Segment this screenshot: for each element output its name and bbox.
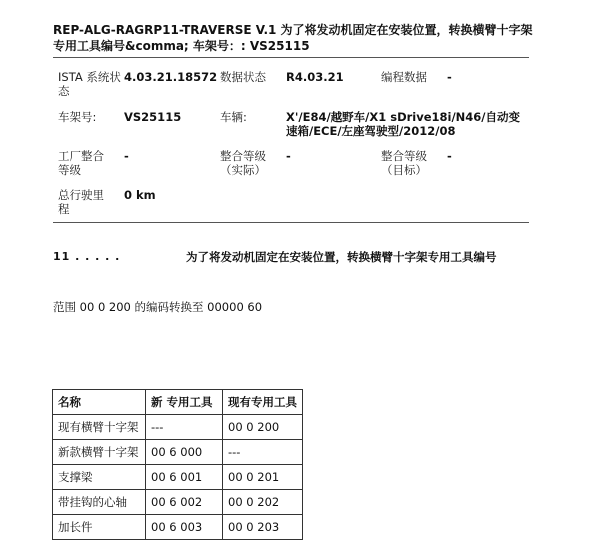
document-title — [53, 22, 573, 54]
range-text: 范围 00 0 200 的编码转换至 00000 60 — [53, 300, 263, 314]
cell-new-tool: --- — [146, 415, 223, 440]
table-row — [53, 415, 303, 440]
vin-value: VS25115 — [124, 110, 182, 124]
mileage-label: 总行驶里程 — [58, 188, 104, 216]
cell-name: 加长件 — [53, 515, 146, 540]
vehicle-label: 车辆: — [220, 110, 247, 124]
title-line-2: 专用工具编号&comma; 车架号：: VS25115 — [53, 39, 310, 53]
vehicle-value: X'/E84/越野车/X1 sDrive18i/N46/自动变速箱/ECE/左座驾驶型/2012/08 — [286, 110, 520, 138]
title-line-1: REP-ALG-RAGRP11-TRAVERSE V.1 为了将发动机固定在安装位置，转换横臂十字架 — [53, 23, 533, 37]
table-row — [53, 515, 303, 540]
table-row — [53, 440, 303, 465]
actual-integration-value: - — [286, 149, 291, 163]
bottom-divider — [53, 222, 529, 223]
cell-existing-tool: 00 0 200 — [223, 415, 303, 440]
vin-label: 车架号: — [58, 110, 97, 124]
table-row — [53, 490, 303, 515]
target-integration-label: 整合等级（目标） — [381, 149, 427, 177]
cell-name: 现有横臂十字架 — [53, 415, 146, 440]
cell-existing-tool: 00 0 201 — [223, 465, 303, 490]
ista-value: 4.03.21.18572 — [124, 70, 218, 84]
table-row — [53, 465, 303, 490]
section-number: 11 . . . . . — [53, 250, 121, 263]
target-integration-value: - — [447, 149, 452, 163]
factory-integration-value: - — [124, 149, 129, 163]
cell-name: 支撑梁 — [53, 465, 146, 490]
program-data-value: - — [447, 70, 452, 84]
data-status-value: R4.03.21 — [286, 70, 344, 84]
cell-new-tool: 00 6 003 — [146, 515, 223, 540]
cell-existing-tool: 00 0 202 — [223, 490, 303, 515]
cell-existing-tool: --- — [223, 440, 303, 465]
top-divider — [53, 57, 529, 58]
cell-existing-tool: 00 0 203 — [223, 515, 303, 540]
program-data-label: 编程数据 — [381, 70, 427, 84]
cell-new-tool: 00 6 000 — [146, 440, 223, 465]
tool-table — [52, 389, 303, 540]
table-header-row — [53, 390, 303, 415]
header-name: 名称 — [53, 390, 146, 415]
actual-integration-label: 整合等级（实际） — [220, 149, 266, 177]
header-existing-tool: 现有专用工具 — [223, 390, 303, 415]
cell-new-tool: 00 6 002 — [146, 490, 223, 515]
section-title: 为了将发动机固定在安装位置，转换横臂十字架专用工具编号 — [186, 250, 497, 264]
ista-label: ISTA 系统状态 — [58, 70, 121, 98]
header-new-tool: 新 专用工具 — [146, 390, 223, 415]
cell-new-tool: 00 6 001 — [146, 465, 223, 490]
cell-name: 带挂钩的心轴 — [53, 490, 146, 515]
data-status-label: 数据状态 — [220, 70, 266, 84]
factory-integration-label: 工厂整合等级 — [58, 149, 104, 177]
mileage-value: 0 km — [124, 188, 156, 202]
cell-name: 新款横臂十字架 — [53, 440, 146, 465]
